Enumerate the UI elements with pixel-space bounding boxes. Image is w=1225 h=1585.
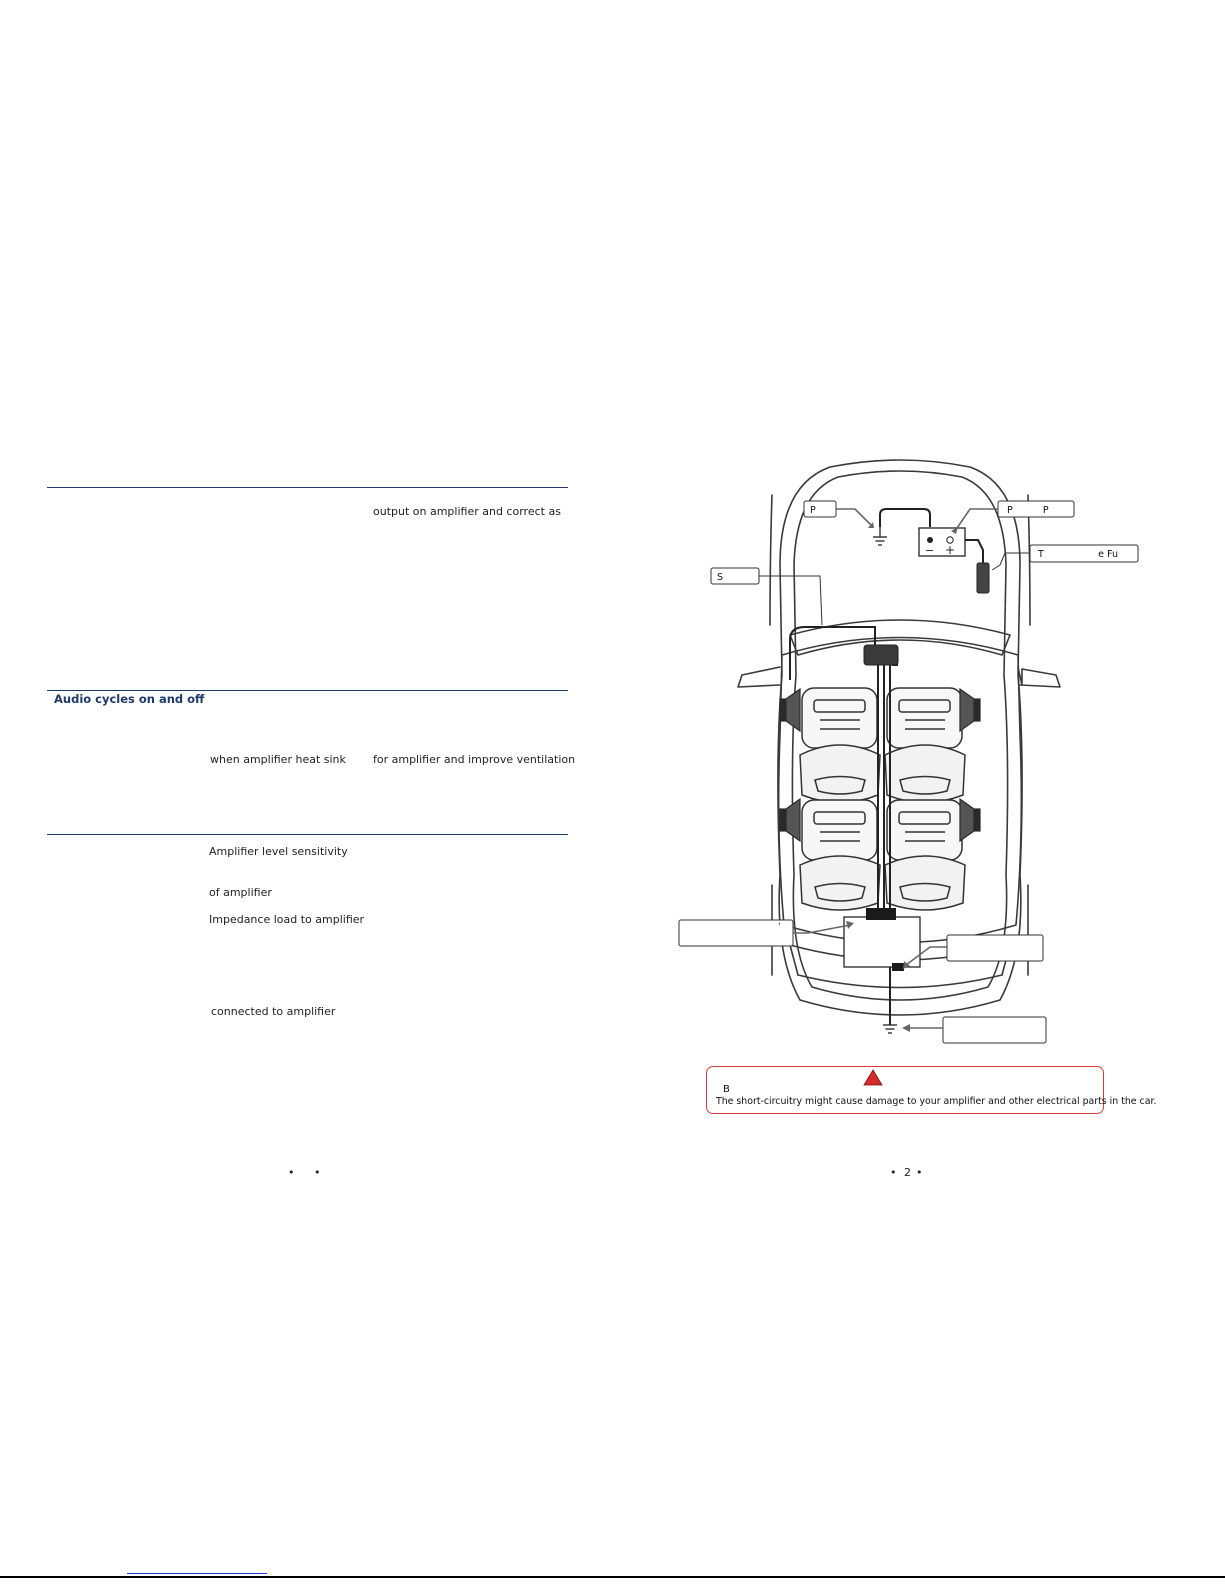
speaker-front-left-icon (780, 689, 800, 731)
right-footer-dot-2: • (916, 1166, 923, 1179)
svg-text:T e Fu: T e Fu (1038, 549, 1118, 560)
seat-front-left (800, 688, 880, 803)
inline-fuse (977, 563, 989, 593)
callout-amp-right (903, 935, 1043, 969)
svg-text:': ' (778, 922, 781, 932)
svg-text:S: S (717, 572, 724, 583)
warning-line-1: B (723, 1084, 730, 1095)
cell-ventilation: for amplifier and improve ventilation (373, 753, 576, 766)
left-footer-dot-2: • (314, 1166, 321, 1179)
right-footer-dot-1: • (890, 1166, 897, 1179)
warning-triangle-icon (863, 1069, 883, 1086)
seat-rear-right (885, 800, 965, 910)
cell-of-amplifier: of amplifier (209, 886, 272, 899)
speaker-rear-left-icon (780, 799, 800, 841)
ground-symbol-top-icon (873, 527, 887, 545)
callout-ground-top (804, 501, 874, 528)
left-footer-dot-1: • (288, 1166, 295, 1179)
page-number: 2 (904, 1166, 911, 1179)
bottom-link-underline (127, 1573, 267, 1574)
amplifier-power-terminal (892, 963, 904, 971)
battery-negative-terminal (927, 537, 933, 543)
section-rule-1 (47, 487, 568, 488)
warning-line-2: The short-circuitry might cause damage to your amplifier and other electrical parts in the car. (716, 1096, 1157, 1107)
cell-impedance-load: Impedance load to amplifier (209, 913, 365, 926)
cell-connected-amplifier: connected to amplifier (211, 1005, 336, 1018)
car-wiring-diagram (640, 455, 1160, 1055)
battery-neg-label: − (925, 544, 935, 557)
callout-battery (951, 501, 1074, 534)
svg-text:P P: P P (1007, 505, 1049, 516)
cell-heat-sink: when amplifier heat sink (210, 753, 346, 766)
cell-level-sensitivity: Amplifier level sensitivity (209, 845, 348, 858)
ground-symbol-bottom-icon (883, 1025, 897, 1033)
callout-ground-bottom (902, 1017, 1046, 1043)
callout-amp-left (679, 920, 854, 946)
speaker-front-right-icon (960, 689, 980, 731)
head-unit (864, 645, 898, 665)
short-circuit-warning (706, 1066, 1157, 1114)
section-rule-3 (47, 834, 568, 835)
section-rule-2 (47, 690, 568, 691)
svg-text:P: P (810, 505, 816, 516)
callout-fuse (992, 545, 1138, 570)
left-mirror (738, 667, 780, 687)
bottom-rule (0, 1576, 1225, 1578)
amplifier (844, 917, 920, 967)
seat-rear-left (800, 800, 880, 910)
seat-front-right (885, 688, 965, 803)
section-heading-audio-cycles: Audio cycles on and off (54, 692, 205, 706)
battery-ground-wire (880, 509, 930, 527)
callout-signal (711, 568, 822, 625)
amplifier-rca-input (866, 908, 896, 920)
battery-pos-label: + (945, 543, 956, 557)
speaker-rear-right-icon (960, 799, 980, 841)
right-mirror (1018, 667, 1060, 687)
cell-output-amplifier: output on amplifier and correct as (373, 505, 561, 518)
